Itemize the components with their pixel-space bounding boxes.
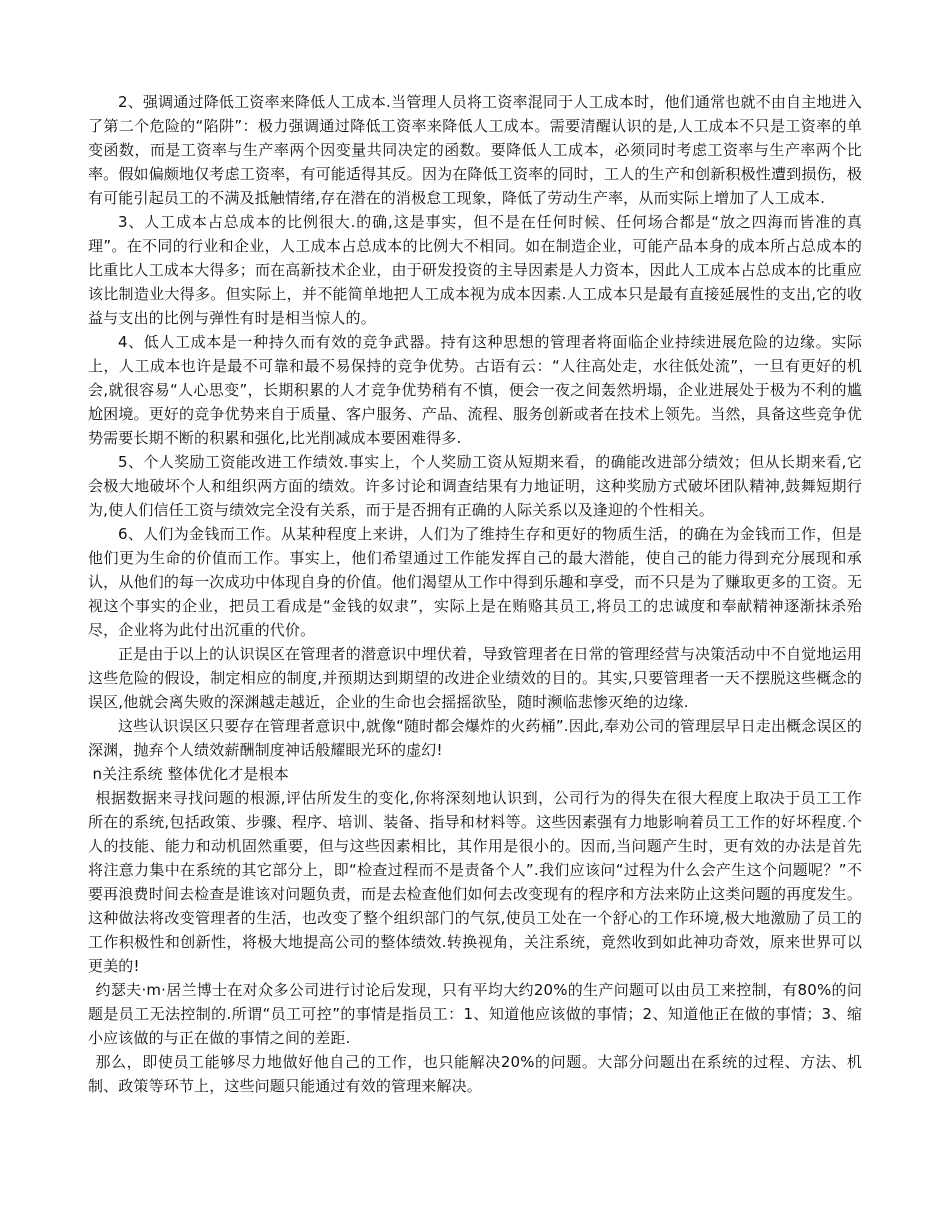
paragraph-2-wage-rate: 2、强调通过降低工资率来降低人工成本.当管理人员将工资率混同于人工成本时，他们通常也就不由自主地进入了第二个危险的“陷阱”：极力强调通过降低工资率来降低人工成本。需要清醒认识的是,人工成本不只是工资率的单变函数，而是工资率与生产率两个因变量共同决定的函数。要降低人工成本，必须同时考虑工资率与生产率两个比率。假如偏颇地仅考虑工资率，有可能适得其反。因为在降低工资率的同时，工人的生产和创新积极性遭到损伤，极有可能引起员工的不满及抵触情绪,存在潜在的消极怠工现象，降低了劳动生产率，从而实际上增加了人工成本.: [88, 93, 862, 207]
paragraph-6-money: 6、人们为金钱而工作。从某种程度上来讲，人们为了维持生存和更好的物质生活，的确在为金钱而工作，但是他们更为生命的价值而工作。事实上，他们希望通过工作能发挥自己的最大潜能，使自己的能力得到充分展现和承认，从他们的每一次成功中体现自身的价值。他们渴望从工作中得到乐趣和享受，而不只是为了赚取更多的工资。无视这个事实的企业，把员工看成是“金钱的奴隶”，实际上是在贿赂其员工,将员工的忠诚度和奉献精神逐渐抹杀殆尽，企业将为此付出沉重的代价。: [88, 525, 862, 639]
paragraph-conclusion: 那么，即使员工能够尽力地做好他自己的工作，也只能解决20%的问题。大部分问题出在系统的过程、方法、机制、政策等环节上，这些问题只能通过有效的管理来解决。: [88, 1053, 862, 1095]
paragraph-4-competitive-weapon: 4、低人工成本是一种持久而有效的竞争武器。持有这种思想的管理者将面临企业持续进展危险的边缘。实际上，人工成本也许是最不可靠和最不易保持的竞争优势。古语有云：“人往高处走，水往低处流”，一旦有更好的机会,就很容易“人心思变”，长期积累的人才竞争优势稍有不慎，便会一夜之间轰然坍塌，企业进展处于极为不利的尴尬困境。更好的竞争优势来自于质量、客户服务、产品、流程、服务创新或者在技术上领先。当然，具备这些竞争优势需要长期不断的积累和强化,比光削减成本要困难得多.: [88, 333, 862, 447]
paragraph-system-focus: 根据数据来寻找问题的根源,评估所发生的变化,你将深刻地认识到，公司行为的得失在很大程度上取决于员工工作所在的系统,包括政策、步骤、程序、培训、装备、指导和材料等。这些因素强有力地影响着员工工作的好坏程度.个人的技能、能力和动机固然重要，但与这些因素相比，其作用是很小的。因而,当问题产生时，更有效的办法是首先将注意力集中在系统的其它部分上，即“检查过程而不是责备个人”.我们应该问“过程为什么会产生这个问题呢？”不要再浪费时间去检查是谁该对问题负责，而是去检查他们如何去改变现有的程序和方法来防止这类问题的再度发生。这种做法将改变管理者的生活，也改变了整个组织部门的气氛,使员工处在一个舒心的工作环境,极大地激励了员工的工作积极性和创新性，将极大地提高公司的整体绩效.转换视角，关注系统，竟然收到如此神功奇效，原来世界可以更美的!: [88, 789, 862, 975]
paragraph-juran: 约瑟夫·m·居兰博士在对众多公司进行讨论后发现，只有平均大约20%的生产问题可以由员工来控制，有80%的问题是员工无法控制的.所谓“员工可控”的事情是指员工：1、知道他应该做的事情；2、知道他正在做的事情；3、缩小应该做的与正在做的事情之间的差距.: [88, 981, 862, 1047]
paragraph-misconceptions: 正是由于以上的认识误区在管理者的潜意识中埋伏着，导致管理者在日常的管理经营与决策活动中不自觉地运用这些危险的假设，制定相应的制度,并预期达到期望的改进企业绩效的目的。其实,只要管理者一天不摆脱这些概念的误区,他就会离失败的深渊越走越近，企业的生命也会摇摇欲坠，随时濒临悲惨灭绝的边缘.: [88, 645, 862, 711]
paragraph-5-incentive-pay: 5、个人奖励工资能改进工作绩效.事实上，个人奖励工资从短期来看，的确能改进部分绩效；但从长期来看,它会极大地破坏个人和组织两方面的绩效。许多讨论和调查结果有力地证明，这种奖励方式破坏团队精神,鼓舞短期行为,使人们信任工资与绩效完全没有关系，而于是否拥有正确的人际关系以及逢迎的个性相关。: [88, 453, 862, 519]
paragraph-powder-keg: 这些认识误区只要存在管理者意识中,就像“随时都会爆炸的火药桶”.因此,奉劝公司的管理层早日走出概念误区的深渊，抛弃个人绩效薪酬制度神话般耀眼光环的虚幻!: [88, 717, 862, 759]
section-heading: n关注系统 整体优化才是根本: [92, 765, 289, 783]
document-body: [88, 90, 862, 1098]
paragraph-3-cost-ratio: 3、人工成本占总成本的比例很大.的确,这是事实，但不是在任何时候、任何场合都是“放之四海而皆准的真理”。在不同的行业和企业，人工成本占总成本的比例大不相同。如在制造企业，可能产品本身的成本所占总成本的比重比人工成本大得多；而在高新技术企业，由于研发投资的主导因素是人力资本，因此人工成本占总成本的比重应该比制造业大得多。但实际上，并不能简单地把人工成本视为成本因素.人工成本只是最有直接延展性的支出,它的收益与支出的比例与弹性有时是相当惊人的。: [88, 213, 862, 327]
